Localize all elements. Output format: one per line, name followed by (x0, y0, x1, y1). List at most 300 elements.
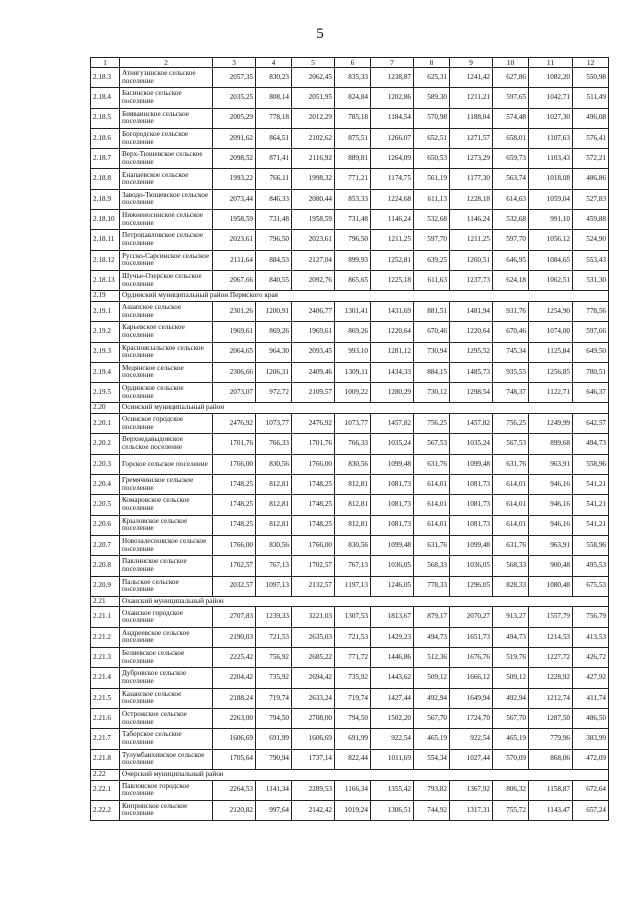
value-cell: 719,74 (256, 688, 292, 708)
table-row (91, 627, 609, 647)
value-cell: 646,37 (573, 383, 609, 403)
table-row (91, 535, 609, 555)
value-cell: 931,76 (493, 301, 529, 321)
table-row (91, 88, 609, 108)
value-cell: 465,19 (493, 729, 529, 749)
value-cell: 1246,05 (371, 576, 414, 596)
table-row (91, 780, 609, 800)
section-title: Ординский муниципальный район Пермского края (120, 291, 609, 302)
column-number: 7 (371, 58, 414, 68)
value-cell: 1748,25 (292, 475, 335, 495)
table-row (91, 230, 609, 250)
value-cell: 1122,71 (529, 383, 573, 403)
settlement-name: Карьевское сельское поселение (120, 322, 213, 342)
settlement-name: Таборское сельское поселение (120, 729, 213, 749)
section-title: Оханский муниципальный район (120, 596, 609, 607)
value-cell: 1702,57 (213, 556, 256, 576)
value-cell: 1241,42 (450, 68, 493, 88)
value-cell: 675,53 (573, 576, 609, 596)
row-code: 2.22.2 (91, 800, 120, 820)
value-cell: 1317,31 (450, 800, 493, 820)
value-cell: 597,66 (573, 322, 609, 342)
value-cell: 1606,69 (213, 729, 256, 749)
value-cell: 1296,05 (450, 576, 493, 596)
value-cell: 509,12 (493, 668, 529, 688)
value-cell: 1256,85 (529, 362, 573, 382)
value-cell: 2406,77 (292, 301, 335, 321)
value-cell: 1082,20 (529, 68, 573, 88)
value-cell: 658,01 (493, 128, 529, 148)
value-cell: 2092,76 (292, 270, 335, 290)
value-cell: 657,24 (573, 800, 609, 820)
value-cell: 631,76 (414, 535, 450, 555)
settlement-name: Богородское сельское поселение (120, 128, 213, 148)
value-cell: 1766,00 (292, 454, 335, 474)
value-cell: 670,46 (414, 322, 450, 342)
value-cell: 2694,42 (292, 668, 335, 688)
table-row (91, 189, 609, 209)
value-cell: 881,51 (414, 301, 450, 321)
value-cell: 652,51 (414, 128, 450, 148)
value-cell: 1027,44 (450, 749, 493, 769)
value-cell: 1200,91 (256, 301, 292, 321)
row-code: 2.18.9 (91, 189, 120, 209)
value-cell: 779,96 (529, 729, 573, 749)
row-code: 2.20.2 (91, 434, 120, 454)
section-code: 2.21 (91, 596, 120, 607)
value-cell: 639,25 (414, 250, 450, 270)
row-code: 2.20.1 (91, 414, 120, 434)
value-cell: 1056,12 (529, 230, 573, 250)
column-number: 4 (256, 58, 292, 68)
value-cell: 2707,83 (213, 607, 256, 627)
row-code: 2.20.6 (91, 515, 120, 535)
value-cell: 486,86 (573, 169, 609, 189)
row-code: 2.20.4 (91, 475, 120, 495)
value-cell: 871,41 (256, 149, 292, 169)
value-cell: 541,21 (573, 495, 609, 515)
value-cell: 1287,50 (529, 708, 573, 728)
column-number: 11 (529, 58, 573, 68)
settlement-name: Кипринское сельское поселение (120, 800, 213, 820)
row-code: 2.21.3 (91, 648, 120, 668)
value-cell: 646,95 (493, 250, 529, 270)
value-cell: 1188,04 (450, 108, 493, 128)
value-cell: 913,27 (493, 607, 529, 627)
value-cell: 767,13 (335, 556, 371, 576)
row-code: 2.19.4 (91, 362, 120, 382)
value-cell: 614,01 (493, 495, 529, 515)
value-cell: 1220,64 (450, 322, 493, 342)
section-row (91, 769, 609, 780)
value-cell: 778,56 (573, 301, 609, 321)
value-cell: 427,92 (573, 668, 609, 688)
value-cell: 524,90 (573, 230, 609, 250)
value-cell: 465,19 (414, 729, 450, 749)
value-cell: 794,50 (256, 708, 292, 728)
value-cell: 1107,63 (529, 128, 573, 148)
value-cell: 1027,30 (529, 108, 573, 128)
value-cell: 1557,79 (529, 607, 573, 627)
value-cell: 614,01 (493, 515, 529, 535)
value-cell: 2225,42 (213, 648, 256, 668)
value-cell: 2062,45 (292, 68, 335, 88)
value-cell: 631,76 (493, 535, 529, 555)
value-cell: 1225,18 (371, 270, 414, 290)
settlement-name: Новозалесновское сельское поселение (120, 535, 213, 555)
value-cell: 1081,73 (450, 495, 493, 515)
value-cell: 808,14 (256, 88, 292, 108)
value-cell: 1249,99 (529, 414, 573, 434)
value-cell: 1099,48 (450, 535, 493, 555)
value-cell: 2093,45 (292, 342, 335, 362)
value-cell: 554,34 (414, 749, 450, 769)
value-cell: 1260,51 (450, 250, 493, 270)
table-row (91, 108, 609, 128)
row-code: 2.20.7 (91, 535, 120, 555)
table-row (91, 515, 609, 535)
column-number: 3 (213, 58, 256, 68)
value-cell: 972,72 (256, 383, 292, 403)
value-cell: 1676,76 (450, 648, 493, 668)
settlement-name: Медянское сельское поселение (120, 362, 213, 382)
value-cell: 1666,12 (450, 668, 493, 688)
value-cell: 822,44 (335, 749, 371, 769)
value-cell: 2263,00 (213, 708, 256, 728)
table-row (91, 556, 609, 576)
value-cell: 830,23 (256, 68, 292, 88)
value-cell: 1084,65 (529, 250, 573, 270)
value-cell: 869,26 (256, 322, 292, 342)
value-cell: 1059,04 (529, 189, 573, 209)
value-cell: 614,01 (414, 495, 450, 515)
value-cell: 790,94 (256, 749, 292, 769)
value-cell: 459,88 (573, 210, 609, 230)
value-cell: 550,98 (573, 68, 609, 88)
value-cell: 1042,71 (529, 88, 573, 108)
table-row (91, 475, 609, 495)
value-cell: 864,51 (256, 128, 292, 148)
settlement-name: Красноясыльское сельское поселение (120, 342, 213, 362)
value-cell: 755,72 (493, 800, 529, 820)
value-cell: 472,09 (573, 749, 609, 769)
column-number: 12 (573, 58, 609, 68)
row-code: 2.18.10 (91, 210, 120, 230)
settlement-name: Басинское сельское поселение (120, 88, 213, 108)
value-cell: 1177,30 (450, 169, 493, 189)
value-cell: 922,54 (450, 729, 493, 749)
value-cell: 2073,44 (213, 189, 256, 209)
value-cell: 1273,29 (450, 149, 493, 169)
value-cell: 830,56 (256, 535, 292, 555)
value-cell: 1481,94 (450, 301, 493, 321)
value-cell: 1457,82 (371, 414, 414, 434)
value-cell: 721,53 (335, 627, 371, 647)
table-row (91, 250, 609, 270)
value-cell: 785,18 (335, 108, 371, 128)
value-cell: 567,53 (493, 434, 529, 454)
value-cell: 611,63 (414, 270, 450, 290)
settlement-name: Верхнедавыдовское сельское поселение (120, 434, 213, 454)
value-cell: 1211,25 (371, 230, 414, 250)
value-cell: 527,83 (573, 189, 609, 209)
value-cell: 1705,64 (213, 749, 256, 769)
tariff-table (90, 57, 609, 821)
value-cell: 570,98 (414, 108, 450, 128)
value-cell: 2023,61 (213, 230, 256, 250)
table-row (91, 149, 609, 169)
value-cell: 1606,69 (292, 729, 335, 749)
value-cell: 2289,53 (292, 780, 335, 800)
value-cell: 884,53 (256, 250, 292, 270)
value-cell: 1224,68 (371, 189, 414, 209)
value-cell: 1011,69 (371, 749, 414, 769)
row-code: 2.20.8 (91, 556, 120, 576)
value-cell: 1651,73 (450, 627, 493, 647)
table-row (91, 668, 609, 688)
value-cell: 835,33 (335, 68, 371, 88)
value-cell: 2032,57 (213, 576, 256, 596)
value-cell: 766,33 (256, 434, 292, 454)
row-code: 2.18.11 (91, 230, 120, 250)
value-cell: 642,57 (573, 414, 609, 434)
page-number: 5 (316, 26, 324, 42)
column-number: 10 (493, 58, 529, 68)
value-cell: 778,18 (256, 108, 292, 128)
value-cell: 2109,57 (292, 383, 335, 403)
value-cell: 512,36 (414, 648, 450, 668)
value-cell: 1081,73 (371, 475, 414, 495)
value-cell: 1227,72 (529, 648, 573, 668)
row-code: 2.18.7 (91, 149, 120, 169)
row-code: 2.19.2 (91, 322, 120, 342)
value-cell: 1125,84 (529, 342, 573, 362)
section-code: 2.22 (91, 769, 120, 780)
value-cell: 1367,92 (450, 780, 493, 800)
value-cell: 563,74 (493, 169, 529, 189)
value-cell: 1099,48 (371, 535, 414, 555)
value-cell: 1036,05 (450, 556, 493, 576)
value-cell: 1158,87 (529, 780, 573, 800)
value-cell: 824,84 (335, 88, 371, 108)
value-cell: 2023,61 (292, 230, 335, 250)
table-row (91, 749, 609, 769)
value-cell: 2035,25 (213, 88, 256, 108)
value-cell: 1166,34 (335, 780, 371, 800)
value-cell: 691,99 (335, 729, 371, 749)
value-cell: 1080,48 (529, 576, 573, 596)
value-cell: 2204,42 (213, 668, 256, 688)
settlement-name: Ашапское сельское поселение (120, 301, 213, 321)
value-cell: 1228,92 (529, 668, 573, 688)
value-cell: 1035,24 (371, 434, 414, 454)
section-title: Очерский муниципальный район (120, 769, 609, 780)
table-row (91, 495, 609, 515)
value-cell: 812,81 (256, 515, 292, 535)
value-cell: 1309,11 (335, 362, 371, 382)
value-cell: 2190,03 (213, 627, 256, 647)
value-cell: 830,56 (256, 454, 292, 474)
value-cell: 691,99 (256, 729, 292, 749)
table-row (91, 434, 609, 454)
value-cell: 561,19 (414, 169, 450, 189)
value-cell: 2306,66 (213, 362, 256, 382)
value-cell: 2635,03 (292, 627, 335, 647)
value-cell: 659,73 (493, 149, 529, 169)
value-cell: 812,81 (335, 475, 371, 495)
settlement-name: Острожское сельское поселение (120, 708, 213, 728)
value-cell: 1081,73 (371, 495, 414, 515)
value-cell: 541,21 (573, 475, 609, 495)
value-cell: 1146,24 (450, 210, 493, 230)
section-row (91, 291, 609, 302)
table-row (91, 362, 609, 382)
column-number: 6 (335, 58, 371, 68)
table-row (91, 169, 609, 189)
value-cell: 1271,57 (450, 128, 493, 148)
value-cell: 614,01 (493, 475, 529, 495)
value-cell: 756,25 (414, 414, 450, 434)
value-cell: 993,10 (335, 342, 371, 362)
value-cell: 670,46 (493, 322, 529, 342)
value-cell: 413,53 (573, 627, 609, 647)
value-cell: 1434,33 (371, 362, 414, 382)
table-row (91, 128, 609, 148)
value-cell: 1766,00 (213, 454, 256, 474)
settlement-name: Заводо-Тюшевское сельское поселение (120, 189, 213, 209)
table-row (91, 270, 609, 290)
value-cell: 1009,22 (335, 383, 371, 403)
value-cell: 1081,73 (450, 475, 493, 495)
value-cell: 495,53 (573, 556, 609, 576)
value-cell: 1993,22 (213, 169, 256, 189)
row-code: 2.22.1 (91, 780, 120, 800)
value-cell: 2111,64 (213, 250, 256, 270)
value-cell: 1649,94 (450, 688, 493, 708)
settlement-name: Верх-Тюшевское сельское поселение (120, 149, 213, 169)
value-cell: 383,99 (573, 729, 609, 749)
value-cell: 778,33 (414, 576, 450, 596)
value-cell: 812,81 (256, 495, 292, 515)
value-cell: 492,94 (414, 688, 450, 708)
value-cell: 1958,59 (292, 210, 335, 230)
value-cell: 568,33 (414, 556, 450, 576)
row-code: 2.18.8 (91, 169, 120, 189)
value-cell: 756,25 (493, 414, 529, 434)
value-cell: 991,10 (529, 210, 573, 230)
column-number: 1 (91, 58, 120, 68)
column-number: 2 (120, 58, 213, 68)
value-cell: 946,16 (529, 515, 573, 535)
row-code: 2.21.4 (91, 668, 120, 688)
value-cell: 771,72 (335, 648, 371, 668)
value-cell: 1197,13 (335, 576, 371, 596)
settlement-name: Паклинское сельское поселение (120, 556, 213, 576)
value-cell: 597,70 (414, 230, 450, 250)
table-row (91, 322, 609, 342)
settlement-name: Комаровское сельское поселение (120, 495, 213, 515)
value-cell: 1036,05 (371, 556, 414, 576)
value-cell: 766,11 (256, 169, 292, 189)
value-cell: 2409,46 (292, 362, 335, 382)
value-cell: 875,51 (335, 128, 371, 148)
value-cell: 1429,23 (371, 627, 414, 647)
value-cell: 627,86 (493, 68, 529, 88)
value-cell: 1446,86 (371, 648, 414, 668)
value-cell: 899,93 (335, 250, 371, 270)
section-title: Осинский муниципальный район (120, 403, 609, 414)
value-cell: 2132,57 (292, 576, 335, 596)
table-row (91, 454, 609, 474)
value-cell: 889,81 (335, 149, 371, 169)
column-number-row (91, 58, 609, 68)
value-cell: 2073,07 (213, 383, 256, 403)
value-cell: 735,92 (335, 668, 371, 688)
value-cell: 1701,76 (213, 434, 256, 454)
value-cell: 812,81 (335, 515, 371, 535)
value-cell: 511,49 (573, 88, 609, 108)
value-cell: 721,53 (256, 627, 292, 647)
settlement-name: Нижнеиосинское сельское поселение (120, 210, 213, 230)
value-cell: 1502,20 (371, 708, 414, 728)
value-cell: 2476,92 (292, 414, 335, 434)
settlement-name: Петропавловское сельское поселение (120, 230, 213, 250)
value-cell: 865,65 (335, 270, 371, 290)
value-cell: 830,56 (335, 535, 371, 555)
row-code: 2.21.1 (91, 607, 120, 627)
value-cell: 899,68 (529, 434, 573, 454)
value-cell: 509,12 (414, 668, 450, 688)
value-cell: 496,08 (573, 108, 609, 128)
value-cell: 532,68 (493, 210, 529, 230)
value-cell: 494,73 (493, 627, 529, 647)
value-cell: 1457,82 (450, 414, 493, 434)
table-row (91, 607, 609, 627)
value-cell: 879,17 (414, 607, 450, 627)
value-cell: 853,33 (335, 189, 371, 209)
value-cell: 1724,70 (450, 708, 493, 728)
value-cell: 900,48 (529, 556, 573, 576)
value-cell: 1306,51 (371, 800, 414, 820)
value-cell: 1702,57 (292, 556, 335, 576)
value-cell: 672,64 (573, 780, 609, 800)
value-cell: 1766,00 (292, 535, 335, 555)
value-cell: 1748,25 (292, 495, 335, 515)
value-cell: 1301,41 (335, 301, 371, 321)
value-cell: 1174,75 (371, 169, 414, 189)
value-cell: 2476,92 (213, 414, 256, 434)
value-cell: 1295,52 (450, 342, 493, 362)
value-cell: 631,76 (414, 454, 450, 474)
value-cell: 745,34 (493, 342, 529, 362)
settlement-name: Горское сельское поселение (120, 454, 213, 474)
value-cell: 1081,73 (371, 515, 414, 535)
settlement-name: Гремячинское сельское поселение (120, 475, 213, 495)
value-cell: 946,16 (529, 475, 573, 495)
value-cell: 1214,53 (529, 627, 573, 647)
value-cell: 1143,47 (529, 800, 573, 820)
value-cell: 1427,44 (371, 688, 414, 708)
value-cell: 486,50 (573, 708, 609, 728)
value-cell: 2064,65 (213, 342, 256, 362)
value-cell: 2708,00 (292, 708, 335, 728)
value-cell: 1748,25 (213, 475, 256, 495)
value-cell: 840,55 (256, 270, 292, 290)
value-cell: 614,63 (493, 189, 529, 209)
value-cell: 553,43 (573, 250, 609, 270)
value-cell: 2070,27 (450, 607, 493, 627)
value-cell: 964,30 (256, 342, 292, 362)
